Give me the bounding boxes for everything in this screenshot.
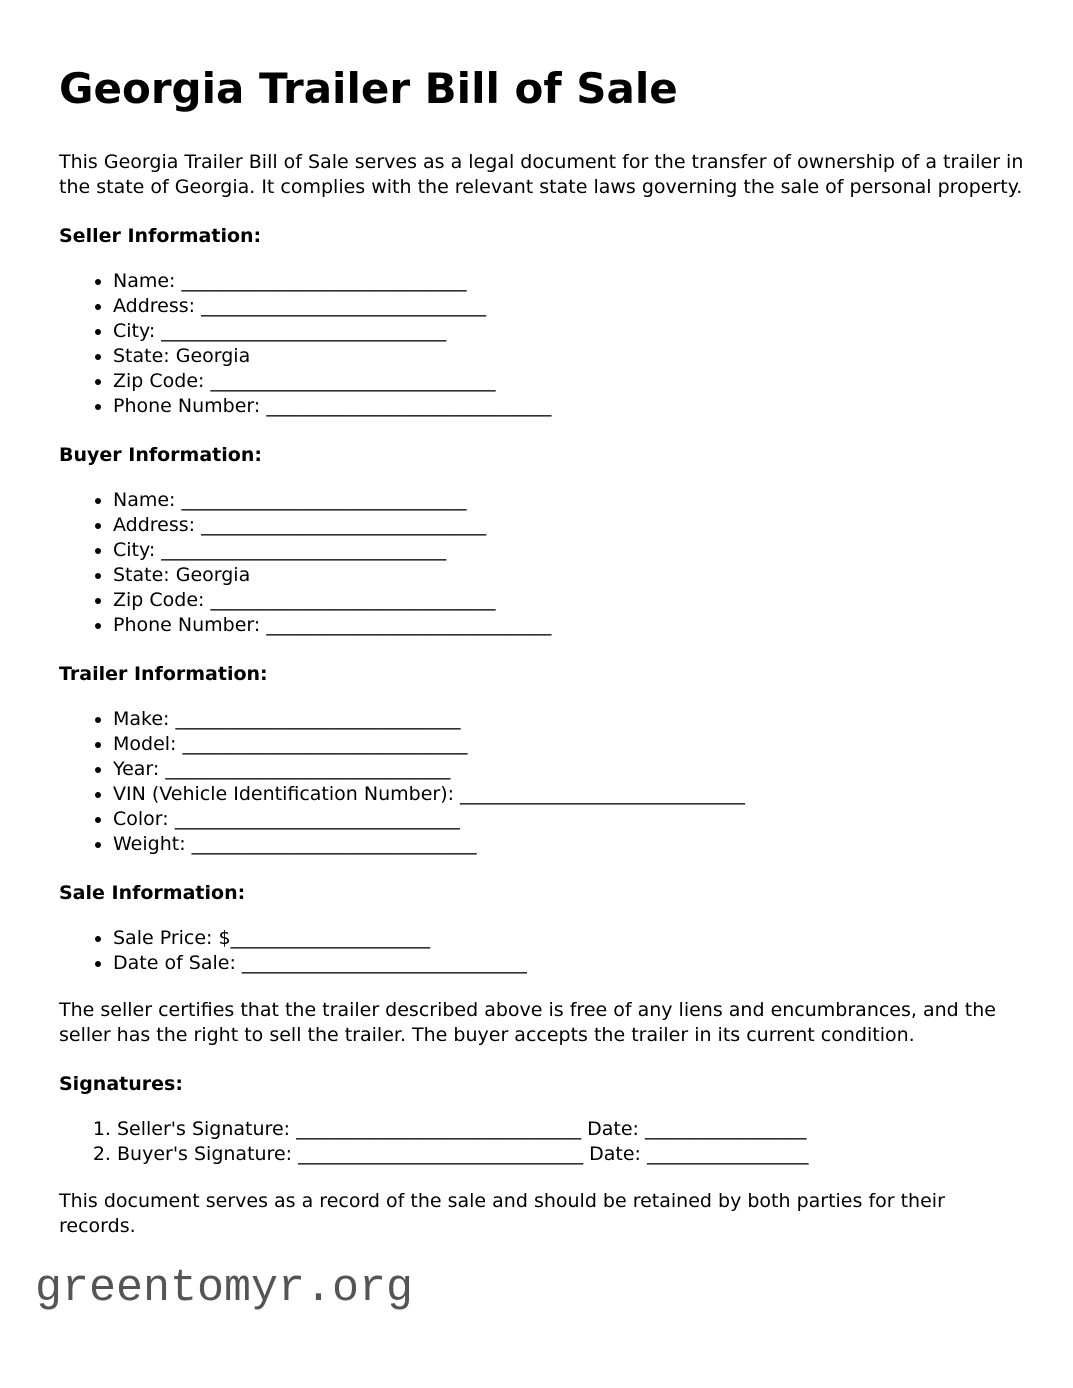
trailer-model-line: • Model: ______________________________ (113, 732, 1025, 757)
sale-information-list (59, 926, 1025, 976)
buyer-state-line: • State: Georgia (113, 563, 1025, 588)
sale-date-line: • Date of Sale: ______________________________ (113, 951, 1025, 976)
trailer-weight-line: • Weight: ______________________________ (113, 832, 1025, 857)
trailer-year-line: • Year: ______________________________ (113, 757, 1025, 782)
trailer-information-list (59, 707, 1025, 857)
seller-city-line: • City: ______________________________ (113, 319, 1025, 344)
buyer-address-line: • Address: ______________________________ (113, 513, 1025, 538)
section-heading-sale-information: Sale Information: (59, 882, 246, 904)
section-heading-signatures: Signatures: (59, 1073, 183, 1095)
seller-state-line: • State: Georgia (113, 344, 1025, 369)
section-heading-buyer-information: Buyer Information: (59, 444, 262, 466)
certification-paragraph: The seller certifies that the trailer described above is free of any liens and encumbrances, and the seller has the right to sell the trailer. The buyer accepts the trailer in its current condition. (59, 999, 996, 1046)
buyer-zip-line: • Zip Code: ______________________________ (113, 588, 1025, 613)
section-heading-seller-information: Seller Information: (59, 225, 262, 247)
buyer-signature-line: 2. Buyer's Signature: ______________________________ Date: _________________ (117, 1142, 1025, 1167)
buyer-name-line: • Name: ______________________________ (113, 488, 1025, 513)
section-heading-trailer-information: Trailer Information: (59, 663, 268, 685)
closing-paragraph: This document serves as a record of the sale and should be retained by both parties for their records. (59, 1190, 945, 1237)
intro-paragraph: This Georgia Trailer Bill of Sale serves as a legal document for the transfer of ownership of a trailer in the state of Georgia. It complies with the relevant state laws governing the sale of personal property. (59, 151, 1024, 198)
seller-signature-line: 1. Seller's Signature: ______________________________ Date: _________________ (117, 1117, 1025, 1142)
buyer-phone-line: • Phone Number: ______________________________ (113, 613, 1025, 638)
seller-information-list (59, 269, 1025, 419)
signature-list (59, 1117, 1025, 1167)
trailer-vin-line: • VIN (Vehicle Identification Number): ______________________________ (113, 782, 1025, 807)
seller-zip-line: • Zip Code: ______________________________ (113, 369, 1025, 394)
page-title: Georgia Trailer Bill of Sale (59, 64, 678, 113)
trailer-color-line: • Color: ______________________________ (113, 807, 1025, 832)
seller-phone-line: • Phone Number: ______________________________ (113, 394, 1025, 419)
buyer-city-line: • City: ______________________________ (113, 538, 1025, 563)
seller-name-line: • Name: ______________________________ (113, 269, 1025, 294)
buyer-information-list (59, 488, 1025, 638)
watermark-text: greentomyr.org (35, 1263, 414, 1314)
sale-price-line: • Sale Price: $_____________________ (113, 926, 1025, 951)
seller-address-line: • Address: ______________________________ (113, 294, 1025, 319)
trailer-make-line: • Make: ______________________________ (113, 707, 1025, 732)
